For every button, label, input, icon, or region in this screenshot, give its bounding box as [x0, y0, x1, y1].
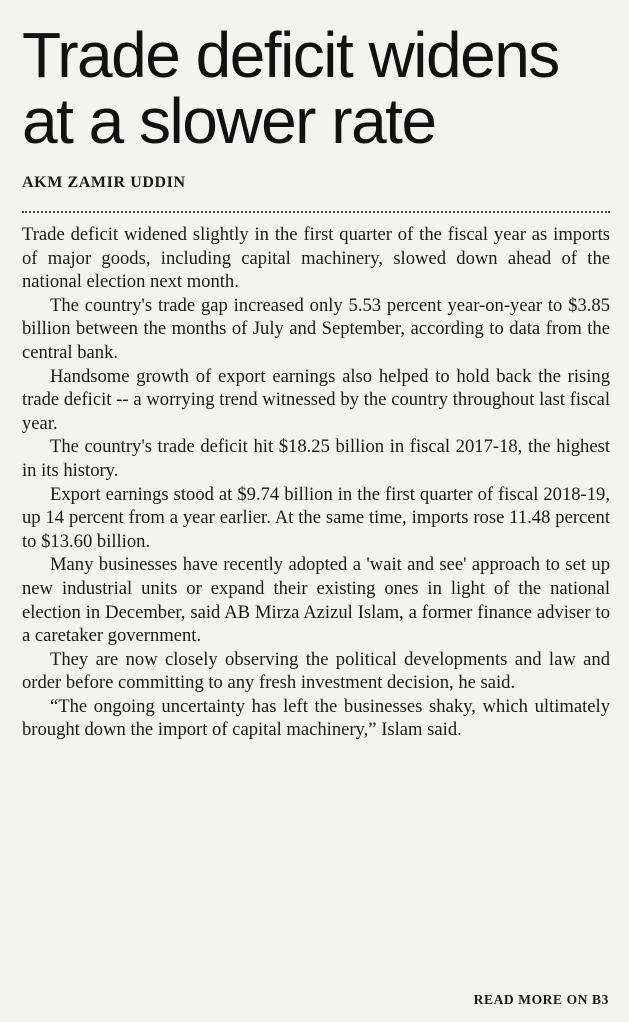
headline: [22, 19, 609, 157]
headline-line-1: Trade deficit widens: [22, 19, 559, 91]
article-body: [22, 223, 610, 742]
paragraph: Export earnings stood at $9.74 billion in the first quarter of fiscal 2018-19, up 14 percent from a year earlier. At the same time, imports rose 11.48 percent to $13.60 billion.: [22, 483, 610, 552]
headline-line-2: at a slower rate: [22, 85, 436, 157]
paragraph: The country's trade gap increased only 5.53 percent year-on-year to $3.85 billion between the months of July and September, according to data from the central bank.: [22, 294, 610, 363]
paragraph: “The ongoing uncertainty has left the businesses shaky, which ultimately brought down the import of capital machinery,” Islam said.: [22, 695, 610, 741]
byline: AKM ZAMIR UDDIN: [22, 174, 186, 191]
paragraph: Many businesses have recently adopted a 'wait and see' approach to set up new industrial units or expand their existing ones in light of the national election in December, said AB Mirza Azizul Islam, a former finance adviser to a caretaker government.: [22, 554, 610, 647]
paragraph: The country's trade deficit hit $18.25 billion in fiscal 2017-18, the highest in its history.: [22, 436, 610, 481]
read-more-link[interactable]: READ MORE ON B3: [473, 992, 609, 1007]
paragraph: Trade deficit widened slightly in the first quarter of the fiscal year as imports of major goods, including capital machinery, slowed down ahead of the national election next month.: [22, 224, 610, 293]
paragraph: They are now closely observing the political developments and law and order before committing to any fresh investment decision, he said.: [22, 648, 610, 694]
dotted-divider: [22, 211, 610, 213]
paragraph: Handsome growth of export earnings also helped to hold back the rising trade deficit -- a worrying trend witnessed by the country throughout last fiscal year.: [22, 365, 610, 434]
